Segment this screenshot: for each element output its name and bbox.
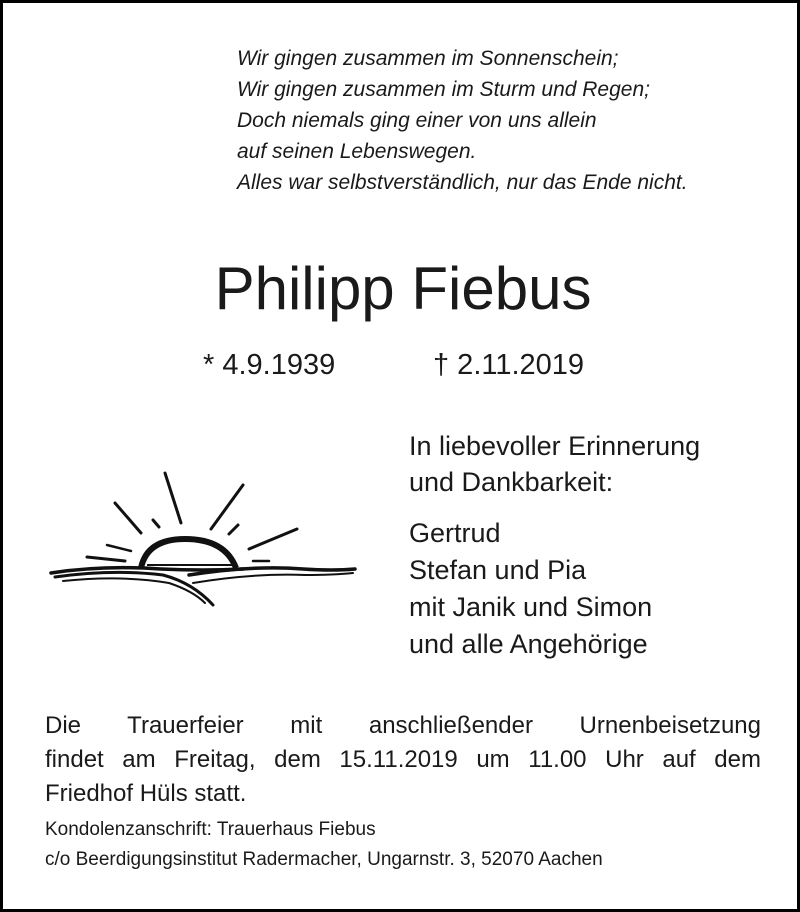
poem (237, 43, 688, 198)
memory-line: In liebevoller Erinnerung (409, 431, 701, 461)
birth-date: * 4.9.1939 (203, 349, 336, 381)
mourner-name: und alle Angehörige (409, 629, 648, 659)
sun-rays (87, 473, 297, 561)
death-date: † 2.11.2019 (433, 349, 585, 381)
sun-ray (249, 529, 297, 549)
funeral-line: Friedhof Hüls statt. (45, 780, 247, 807)
sunset-illustration (43, 465, 363, 615)
poem-line: Doch niemals ging einer von uns allein (237, 109, 597, 132)
memory-line: und Dankbarkeit: (409, 467, 614, 497)
poem-line: Wir gingen zusammen im Sonnenschein; (237, 47, 619, 70)
sun-ray (153, 520, 159, 527)
mourner-name: Gertrud (409, 518, 501, 548)
sun-ray (211, 485, 243, 529)
sun-arc (141, 539, 236, 568)
sun-ray (87, 557, 125, 561)
condolence-address (45, 815, 603, 875)
mourner-name: mit Janik und Simon (409, 592, 653, 622)
mourner-list (409, 515, 652, 663)
poem-line: Wir gingen zusammen im Sturm und Regen; (237, 78, 650, 101)
condolence-line: Kondolenzanschrift: Trauerhaus Fiebus (45, 819, 376, 840)
condolence-line: c/o Beerdigungsinstitut Radermacher, Ungarnstr. 3, 52070 Aachen (45, 849, 603, 870)
funeral-notice (45, 709, 761, 811)
funeral-line: Die Trauerfeier mit anschließender Urnenbeisetzung (45, 712, 761, 739)
memory-text (409, 428, 700, 500)
horizon-lines (51, 568, 355, 605)
horizon-line (193, 573, 353, 583)
poem-line: auf seinen Lebenswegen. (237, 140, 477, 163)
sun-ray (115, 503, 141, 533)
sun-ray (107, 545, 131, 551)
sun-ray (165, 473, 181, 523)
sun-ray (229, 525, 238, 534)
horizon-line (55, 572, 213, 605)
poem-line: Alles war selbstverständlich, nur das Ende nicht. (237, 171, 688, 194)
deceased-name: Philipp Fiebus (214, 255, 592, 322)
funeral-line: findet am Freitag, dem 15.11.2019 um 11.00 Uhr auf dem (45, 746, 761, 773)
mourner-name: Stefan und Pia (409, 555, 587, 585)
